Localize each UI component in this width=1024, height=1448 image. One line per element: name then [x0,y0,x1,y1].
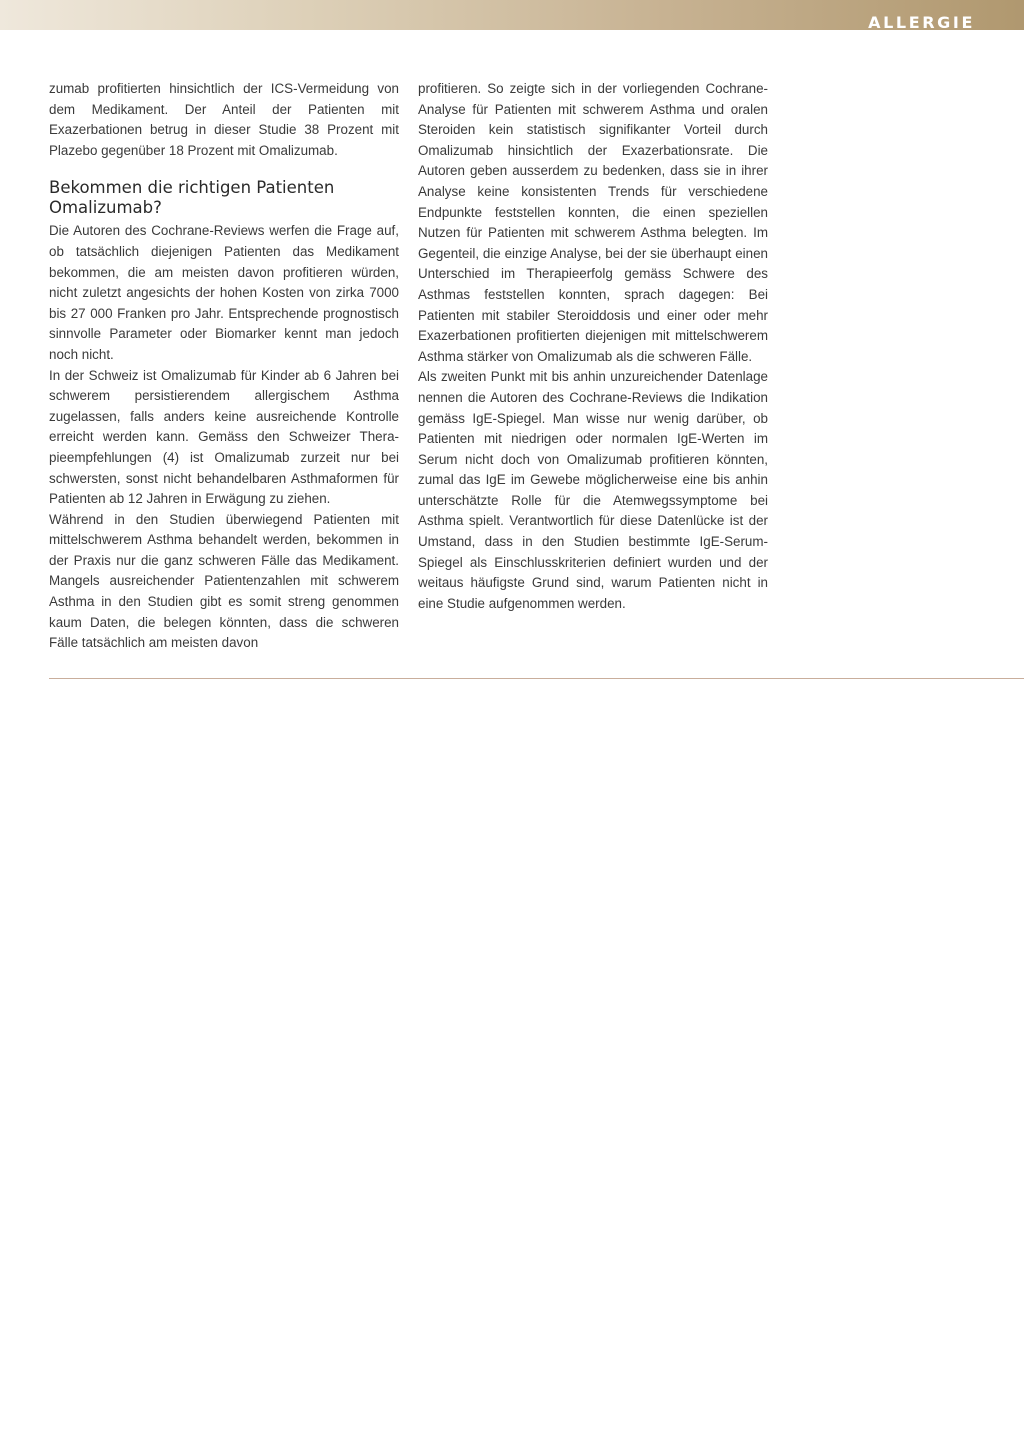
paragraph: Als zweiten Punkt mit bis anhin unzureichender Datenlage nennen die Autoren des Cochrane-Reviews die Indikation gemäss IgE-Spiegel. Man wisse nur wenig darüber, ob Patienten mit niedrigen oder normalen IgE-Werten im Serum nicht doch von Omalizumab profitieren könnten, zumal das IgE im Gewebe möglicherweise eine bis anhin unterschätzte Rolle für die Atemwegssymptome bei Asthma spielt. Verantwortlich für diese Datenlücke ist der Umstand, dass in den Studien bestimmte IgE-Serum-Spiegel als Einschlusskriterien definiert wurden und der weitaus häufigste Grund sind, warum Patienten nicht in eine Studie aufgenommen werden. [418,369,768,611]
right-column [418,79,768,614]
bottom-divider [49,678,1024,679]
paragraph: Während in den Studien überwiegend Patienten mit mittelschwerem Asthma behandelt werden, bekommen in der Praxis nur die ganz schweren Fälle das Medikament. Mangels ausreichender Patientenzahlen mit schwerem Asthma in den Studien gibt es somit streng genommen kaum Daten, die belegen könnten, dass die schweren Fälle tatsächlich am meisten davon [49,511,399,651]
left-column [49,79,399,654]
paragraph: profitieren. So zeigte sich in der vorliegenden Cochrane-Analyse für Patienten mit schwerem Asthma und oralen Steroiden kein statistisch signifikanter Vorteil durch Omalizumab hinsichtlich der Exazerbationsrate. Die Autoren geben ausserdem zu bedenken, dass sie in ihrer Analyse keine konsistenten Trends für verschiedene Endpunkte feststellen konnten, die einen speziellen Nutzen für Patienten mit schwerem Asthma belegten. Im Gegenteil, die einzige Analyse, bei der sie überhaupt einen Unterschied im Therapieerfolg gemäss Schwere des Asthmas feststellen konnten, sprach dagegen: Bei Patienten mit stabiler Steroiddosis und einer oder mehr Exazerbationen profitierten diejenigen mit mittelschwerem Asthma stärker von Omalizumab als die schweren Fälle. [418,81,768,364]
paragraph: Die Autoren des Cochrane-Reviews werfen die Frage auf, ob tatsächlich diejenigen Patienten das Medikament bekommen, die am meisten davon profitieren würden, nicht zuletzt angesichts der hohen Kosten von zirka 7000 bis 27 000 Franken pro Jahr. Entsprechende prognostisch sinnvolle Parameter oder Biomarker kennt man jedoch noch nicht. [49,223,399,362]
section-heading: Bekommen die richtigen Patienten Omalizumab? [49,178,335,218]
paragraph: zumab profitierten hinsichtlich der ICS-Vermeidung von dem Medikament. Der Anteil der Patienten mit Exazerbationen betrug in dieser Studie 38 Prozent mit Plazebo gegenüber 18 Prozent mit Omalizumab. [49,81,399,158]
paragraph: In der Schweiz ist Omalizumab für Kinder ab 6 Jahren bei schwerem persistierendem allergischem Asthma zugelassen, falls anders keine ausreichende Kontrolle erreicht werden kann. Gemäss den Schweizer Therapieempfehlungen (4) ist Omalizumab zurzeit nur bei schwersten, sonst nicht behandelbaren Asthmaformen für Patienten ab 12 Jahren in Erwägung zu ziehen. [49,367,399,507]
section-label: ALLERGIE [868,13,975,32]
